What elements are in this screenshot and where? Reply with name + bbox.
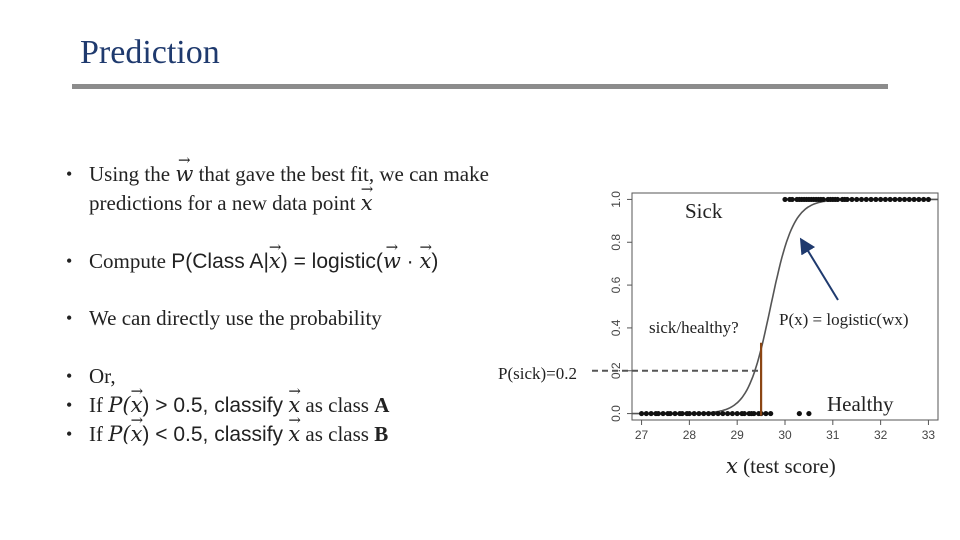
bullet-dot: • [66,395,73,415]
y-tick-label: 0.6 [609,276,623,294]
data-point-healthy [797,411,802,416]
data-point-sick [907,197,912,202]
bullet-dot: • [66,251,73,271]
vector-x: → x [420,247,432,276]
question-label: sick/healthy? [649,318,739,337]
data-point-sick [902,197,907,202]
data-point-sick [897,197,902,202]
data-point-sick [782,197,787,202]
data-point-sick [878,197,883,202]
data-point-sick [859,197,864,202]
data-point-sick [854,197,859,202]
data-point-healthy [649,411,654,416]
bullet-dot: • [66,164,73,184]
title-underline [72,84,888,89]
bullet-text: as class [305,422,369,446]
data-point-healthy [668,411,673,416]
x-axis-title [726,454,836,479]
bullet-dot: • [66,366,73,386]
class-label: A [374,393,390,417]
math-expression: P(Class A| [171,250,269,273]
sick-label: Sick [685,199,723,223]
slide-title: Prediction [80,34,220,71]
data-point-sick [821,197,826,202]
data-point-healthy [656,411,661,416]
bullet-text: Or, [89,364,116,388]
psick-label: P(sick)=0.2 [498,364,577,383]
plot-frame [632,193,938,420]
data-point-healthy [720,411,725,416]
data-point-healthy [735,411,740,416]
data-point-healthy [644,411,649,416]
blue-arrow [802,241,838,300]
vector-x: → x [288,420,300,449]
data-point-healthy [692,411,697,416]
x-axis-variable: x [726,454,738,478]
vector-x: → x [269,247,281,276]
data-point-sick [873,197,878,202]
vector-w: → w [175,160,193,189]
data-point-sick [790,197,795,202]
data-point-healthy [706,411,711,416]
x-tick-label: 29 [730,428,744,442]
data-point-sick [911,197,916,202]
bullet-dot: • [66,424,73,444]
bullet-text: If [89,393,103,417]
math-expression: ) < 0.5, classify [142,423,284,446]
vector-x: → x [131,420,143,449]
data-point-sick [921,197,926,202]
math-expression: ) > 0.5, classify [142,394,284,417]
data-point-sick [888,197,893,202]
vector-x: → x [131,391,143,420]
math-expression: P( [108,393,131,417]
data-point-sick [883,197,888,202]
data-point-sick [845,197,850,202]
x-tick-label: 28 [682,428,697,442]
x-tick-label: 33 [921,428,936,442]
data-point-healthy [763,411,768,416]
logistic-curve [632,199,938,413]
data-point-healthy [687,411,692,416]
x-tick-label: 30 [778,428,792,442]
class-label: B [374,422,389,446]
y-tick-label: 0.8 [609,233,623,251]
x-axis-text: (test score) [737,454,836,478]
formula-label: P(x) = logistic(wx) [776,310,912,330]
y-tick-label: 0.2 [609,362,623,380]
bullet-text: We can directly use the probability [89,306,382,330]
data-point-sick [835,197,840,202]
data-point-healthy [701,411,706,416]
data-point-healthy [672,411,677,416]
data-point-sick [892,197,897,202]
data-point-healthy [680,411,685,416]
data-point-healthy [725,411,730,416]
y-tick-label: 0.4 [609,319,623,337]
healthy-label: Healthy [827,392,894,416]
math-expression: P( [108,422,131,446]
bullet-text: If [89,422,103,446]
data-point-healthy [660,411,665,416]
data-point-healthy [806,411,811,416]
bullet-dot: • [66,308,73,328]
bullet-text: that gave the best fit, we can make [198,162,489,186]
bullet-text: Compute [89,249,166,273]
math-expression: ) [431,250,439,273]
data-point-sick [926,197,931,202]
math-operator: · [400,250,420,273]
data-point-healthy [639,411,644,416]
data-point-healthy [715,411,720,416]
y-tick-label: 1.0 [609,191,623,208]
x-tick-label: 31 [826,428,840,442]
data-point-sick [868,197,873,202]
math-expression: ) = logistic( [280,250,383,273]
bullet-text: Using the [89,162,171,186]
x-tick-label: 27 [634,428,649,442]
y-tick-label: 0.0 [609,405,623,422]
vector-w: → w [383,247,401,276]
data-point-healthy [696,411,701,416]
data-point-sick [916,197,921,202]
data-point-sick [849,197,854,202]
x-tick-label: 32 [873,428,888,442]
data-point-healthy [751,411,756,416]
data-point-healthy [730,411,735,416]
data-point-sick [864,197,869,202]
vector-x: → x [361,189,373,218]
data-point-healthy [768,411,773,416]
vector-x: → x [288,391,300,420]
bullet-text: predictions for a new data point [89,191,356,215]
bullet-text: as class [305,393,369,417]
data-point-healthy [711,411,716,416]
data-point-healthy [742,411,747,416]
